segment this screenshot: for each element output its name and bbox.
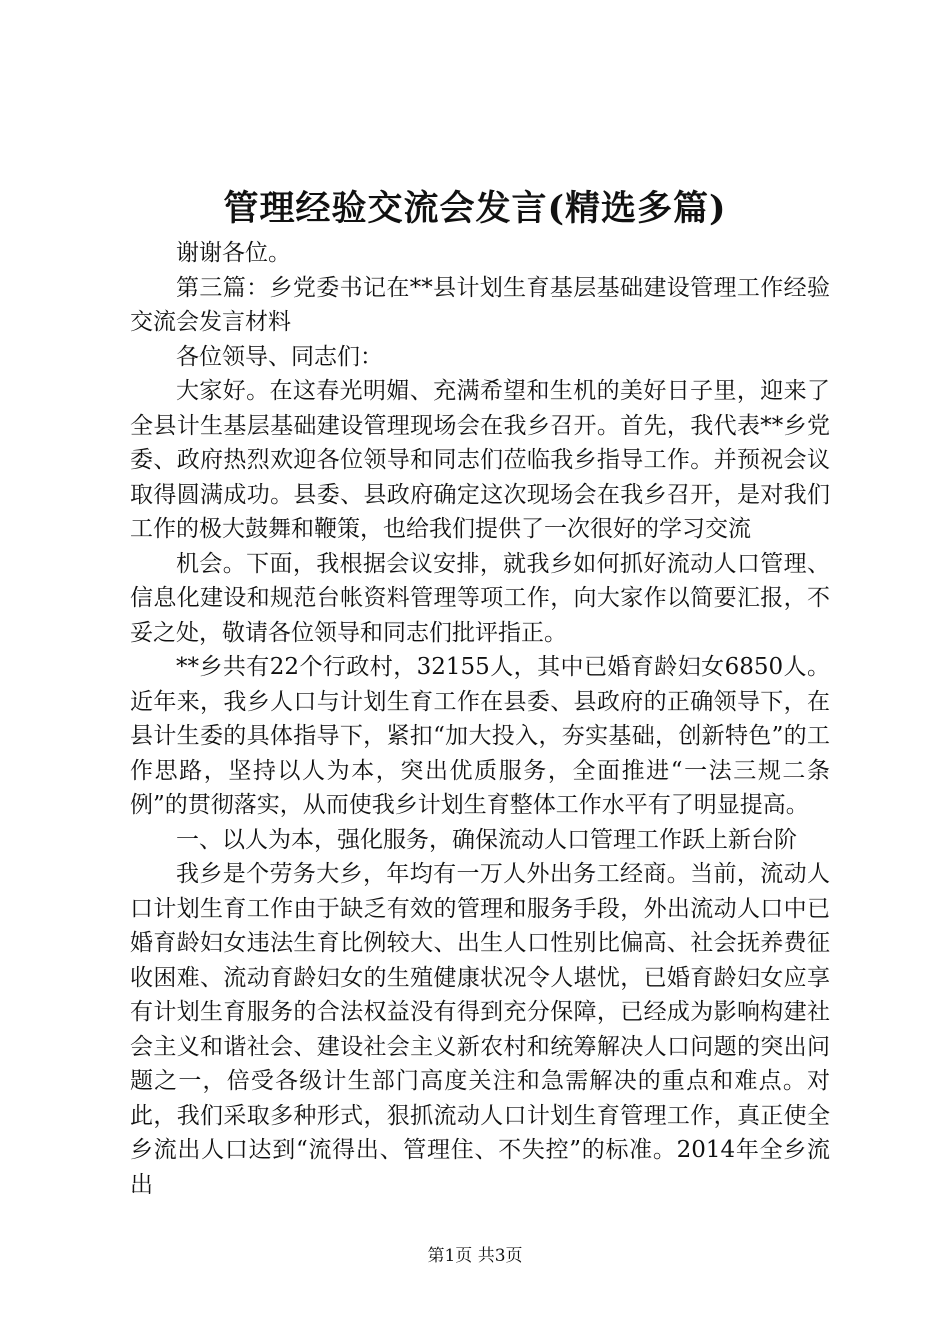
section-heading: 一、以人为本，强化服务，确保流动人口管理工作跃上新台阶 <box>176 826 797 853</box>
paragraph: 大家好。在这春光明媚、充满希望和生机的美好日子里，迎来了全县计生基层基础建设管理现场会在我乡召开。首先，我代表**乡党委、政府热烈欢迎各位领导和同志们莅临我乡指导工作。并预祝会议取得圆满成功。县委、县政府确定这次现场会在我乡召开，是对我们工作的极大鼓舞和鞭策，也给我们提供了一次很好的学习交流 <box>130 378 830 542</box>
page-footer: 第1页 共3页 <box>427 1246 523 1266</box>
paragraph: 谢谢各位。 <box>176 240 291 266</box>
paragraph: 我乡是个劳务大乡，年均有一万人外出务工经商。当前，流动人口计划生育工作由于缺乏有效的管理和服务手段，外出流动人口中已婚育龄妇女违法生育比例较大、出生人口性别比偏高、社会抚养费征收困难、流动育龄妇女的生殖健康状况令人堪忧，已婚育龄妇女应享有计划生育服务的合法权益没有得到充分保障，已经成为影响构建社会主义和谐社会、建设社会主义新农村和统筹解决人口问题的突出问题之一，倍受各级计生部门高度关注和急需解决的重点和难点。对此，我们采取多种形式，狠抓流动人口计划生育管理工作，真正使全乡流出人口达到“流得出、管理住、不失控”的标准。2014年全乡流出 <box>130 861 830 1198</box>
paragraph: 各位领导、同志们： <box>176 343 383 370</box>
document-body <box>130 236 830 1202</box>
document-title: 管理经验交流会发言(精选多篇) <box>223 188 727 229</box>
paragraph: **乡共有22个行政村，32155人，其中已婚育龄妇女6850人。近年来，我乡人口与计划生育工作在县委、县政府的正确领导下，在县计生委的具体指导下，紧扣“加大投入，夯实基础，创新特色”的工作思路，坚持以人为本，突出优质服务，全面推进“一法三规二条例”的贯彻落实，从而使我乡计划生育整体工作水平有了明显提高。 <box>130 654 830 818</box>
paragraph: 第三篇：乡党委书记在**县计划生育基层基础建设管理工作经验交流会发言材料 <box>130 274 830 335</box>
paragraph: 机会。下面，我根据会议安排，就我乡如何抓好流动人口管理、信息化建设和规范台帐资料管理等项工作，向大家作以简要汇报，不妥之处，敬请各位领导和同志们批评指正。 <box>130 550 830 646</box>
